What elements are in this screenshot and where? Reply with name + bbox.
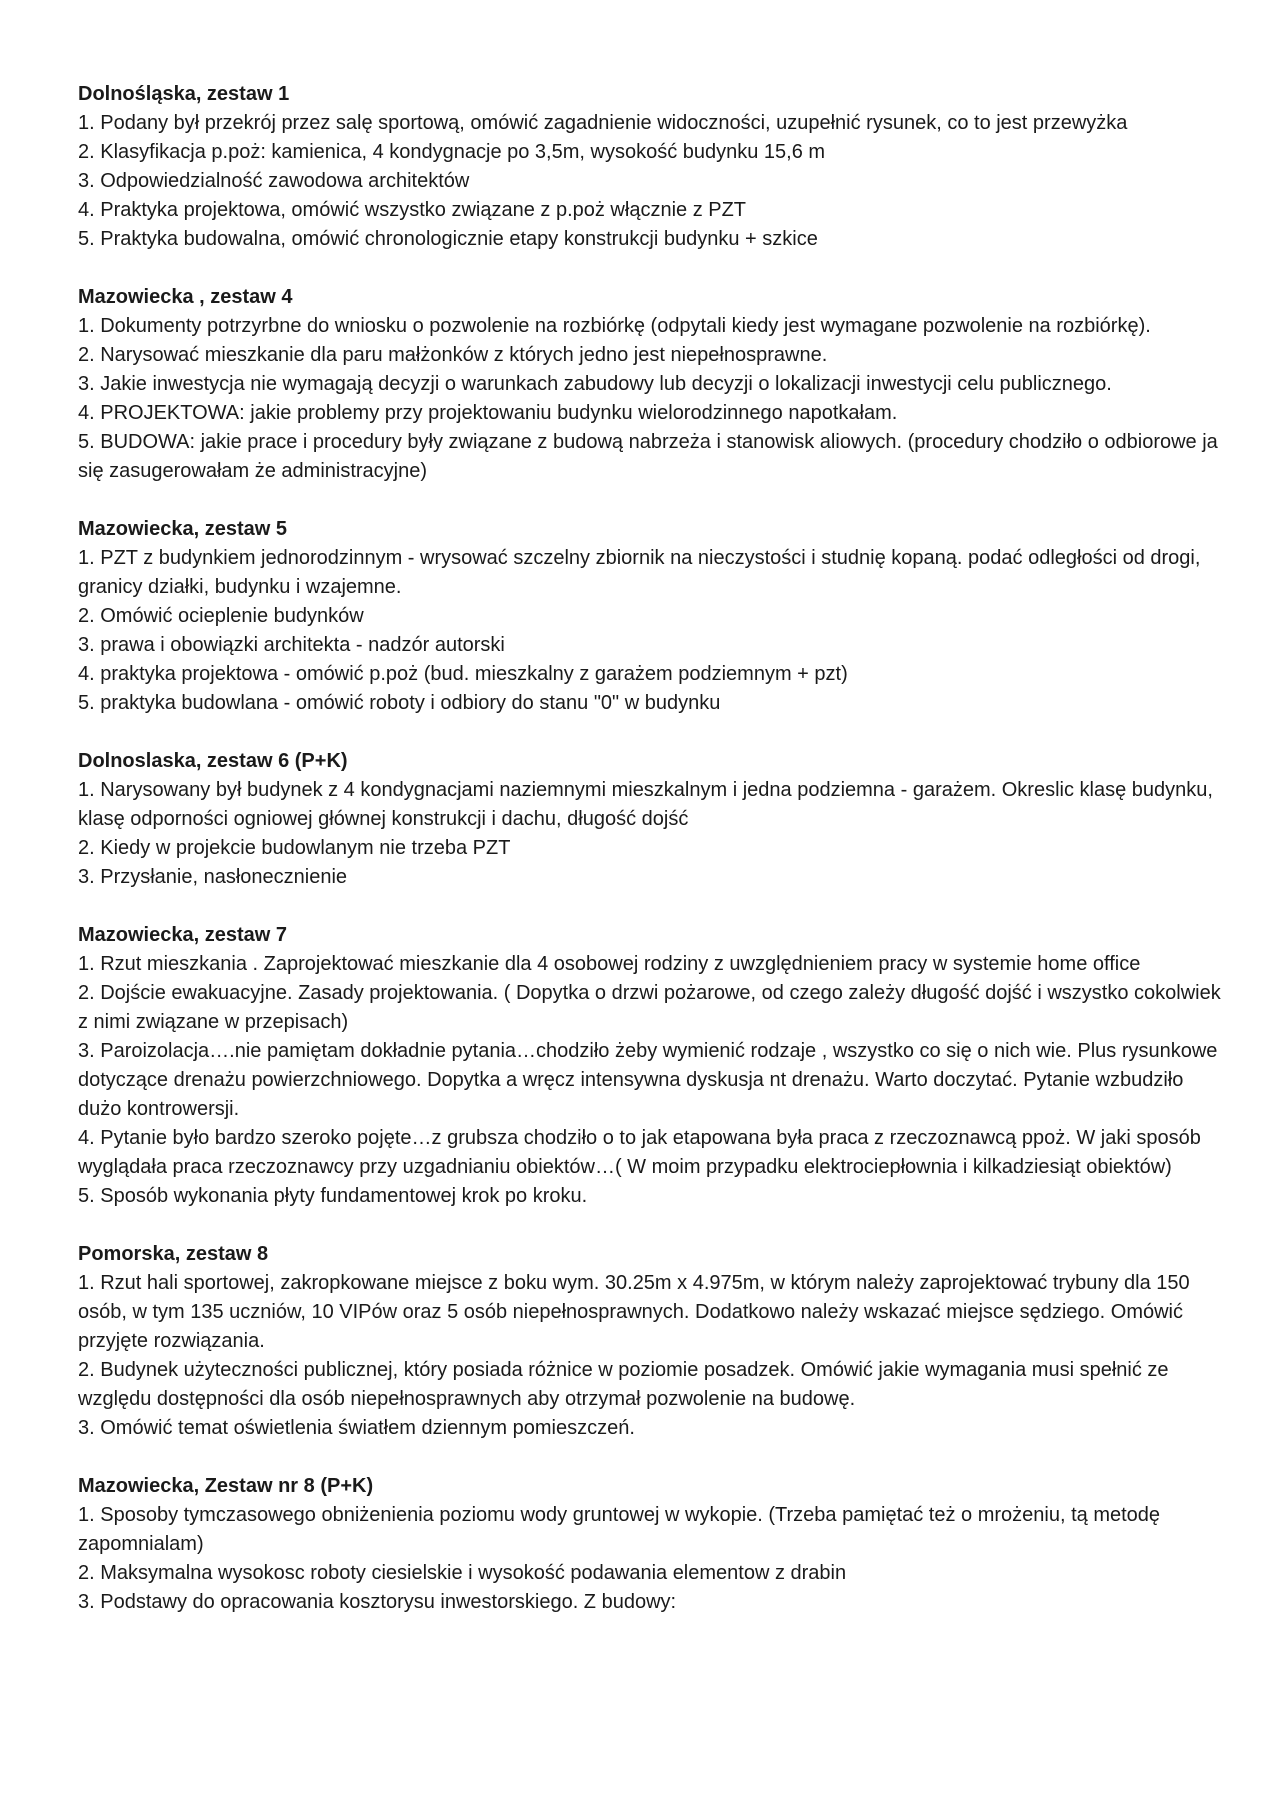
list-item: 1. Sposoby tymczasowego obniżenienia poziomu wody gruntowej w wykopie. (Trzeba pamiętać też o mrożeniu, tą metodę zapomnialam) xyxy=(78,1504,1161,1555)
list-item: 3. Omówić temat oświetlenia światłem dziennym pomieszczeń. xyxy=(78,1417,635,1439)
list-item: 4. Praktyka projektowa, omówić wszystko związane z p.poż włącznie z PZT xyxy=(78,199,747,221)
list-item: 3. Jakie inwestycja nie wymagają decyzji o warunkach zabudowy lub decyzji o lokalizacji inwestycji celu publicznego. xyxy=(78,373,1112,395)
list-item: 2. Klasyfikacja p.poż: kamienica, 4 kondygnacje po 3,5m, wysokość budynku 15,6 m xyxy=(78,141,826,163)
list-item: 2. Budynek użyteczności publicznej, który posiada różnice w poziomie posadzek. Omówić jakie wymagania musi spełnić ze względu dostępności dla osób niepełnosprawnych aby otrzymał pozwolenie na budowę. xyxy=(78,1359,1169,1410)
list-item: 4. praktyka projektowa - omówić p.poż (bud. mieszkalny z garażem podziemnym + pzt) xyxy=(78,663,848,685)
section-title: Pomorska, zestaw 8 xyxy=(78,1243,269,1265)
list-item: 2. Narysować mieszkanie dla paru małżonków z których jedno jest niepełnosprawne. xyxy=(78,344,828,366)
list-item: 3. Przysłanie, nasłonecznienie xyxy=(78,866,348,888)
document-page xyxy=(78,80,1228,1646)
section-title: Mazowiecka, zestaw 5 xyxy=(78,518,287,540)
section-title: Mazowiecka, zestaw 7 xyxy=(78,924,287,946)
list-item: 3. prawa i obowiązki architekta - nadzór autorski xyxy=(78,634,505,656)
list-item: 5. BUDOWA: jakie prace i procedury były związane z budową nabrzeża i stanowisk aliowych. (procedury chodziło o odbiorowe ja się zasugerowałam że administracyjne) xyxy=(78,431,1218,482)
section-pomorska-zestaw-8 xyxy=(78,1240,1228,1443)
list-item: 1. Dokumenty potrzyrbne do wniosku o pozwolenie na rozbiórkę (odpytali kiedy jest wymagane pozwolenie na rozbiórkę). xyxy=(78,315,1151,337)
section-dolnoslaska-zestaw-1 xyxy=(78,80,1228,254)
list-item: 1. Narysowany był budynek z 4 kondygnacjami naziemnymi mieszkalnym i jedna podziemna - garażem. Okreslic klasę budynku, klasę odporności ogniowej głównej konstrukcji i dachu, długość dojść xyxy=(78,779,1213,830)
list-item: 2. Omówić ocieplenie budynków xyxy=(78,605,364,627)
section-dolnoslaska-zestaw-6 xyxy=(78,747,1228,892)
list-item: 4. Pytanie było bardzo szeroko pojęte…z grubsza chodziło o to jak etapowana była praca z rzeczoznawcą ppoż. W jaki sposób wyglądała praca rzeczoznawcy przy uzgadnianiu obiektów…( W moim przypadku elektrociepłownia i kilkadziesiąt obiektów) xyxy=(78,1127,1201,1178)
list-item: 5. praktyka budowlana - omówić roboty i odbiory do stanu "0" w budynku xyxy=(78,692,721,714)
list-item: 3. Paroizolacja….nie pamiętam dokładnie pytania…chodziło żeby wymienić rodzaje , wszystko co się o nich wie. Plus rysunkowe dotyczące drenażu powierzchniowego. Dopytka a wręcz intensywna dyskusja nt drenażu. Warto doczytać. Pytanie wzbudziło dużo kontrowersji. xyxy=(78,1040,1218,1120)
list-item: 2. Kiedy w projekcie budowlanym nie trzeba PZT xyxy=(78,837,511,859)
section-title: Mazowiecka , zestaw 4 xyxy=(78,286,293,308)
section-mazowiecka-zestaw-7 xyxy=(78,921,1228,1211)
section-title: Dolnoslaska, zestaw 6 (P+K) xyxy=(78,750,348,772)
list-item: 5. Sposób wykonania płyty fundamentowej krok po kroku. xyxy=(78,1185,588,1207)
list-item: 1. Rzut hali sportowej, zakropkowane miejsce z boku wym. 30.25m x 4.975m, w którym należy zaprojektować trybuny dla 150 osób, w tym 135 uczniów, 10 VIPów oraz 5 osób niepełnosprawnych. Dodatkowo należy wskazać miejsce sędziego. Omówić przyjęte rozwiązania. xyxy=(78,1272,1190,1352)
list-item: 4. PROJEKTOWA: jakie problemy przy projektowaniu budynku wielorodzinnego napotkałam. xyxy=(78,402,898,424)
section-mazowiecka-zestaw-4 xyxy=(78,283,1228,486)
list-item: 1. Rzut mieszkania . Zaprojektować mieszkanie dla 4 osobowej rodziny z uwzględnieniem pracy w systemie home office xyxy=(78,953,1141,975)
section-mazowiecka-zestaw-nr-8 xyxy=(78,1472,1228,1617)
list-item: 1. PZT z budynkiem jednorodzinnym - wrysować szczelny zbiornik na nieczystości i studnię kopaną. podać odległości od drogi, granicy działki, budynku i wzajemne. xyxy=(78,547,1201,598)
list-item: 5. Praktyka budowalna, omówić chronologicznie etapy konstrukcji budynku + szkice xyxy=(78,228,818,250)
section-title: Dolnośląska, zestaw 1 xyxy=(78,83,290,105)
list-item: 1. Podany był przekrój przez salę sportową, omówić zagadnienie widoczności, uzupełnić rysunek, co to jest przewyżka xyxy=(78,112,1128,134)
list-item: 2. Dojście ewakuacyjne. Zasady projektowania. ( Dopytka o drzwi pożarowe, od czego zależy długość dojść i wszystko cokolwiek z nimi związane w przepisach) xyxy=(78,982,1221,1033)
list-item: 3. Odpowiedzialność zawodowa architektów xyxy=(78,170,470,192)
section-title: Mazowiecka, Zestaw nr 8 (P+K) xyxy=(78,1475,374,1497)
list-item: 2. Maksymalna wysokosc roboty ciesielskie i wysokość podawania elementow z drabin xyxy=(78,1562,847,1584)
list-item: 3. Podstawy do opracowania kosztorysu inwestorskiego. Z budowy: xyxy=(78,1591,677,1613)
section-mazowiecka-zestaw-5 xyxy=(78,515,1228,718)
